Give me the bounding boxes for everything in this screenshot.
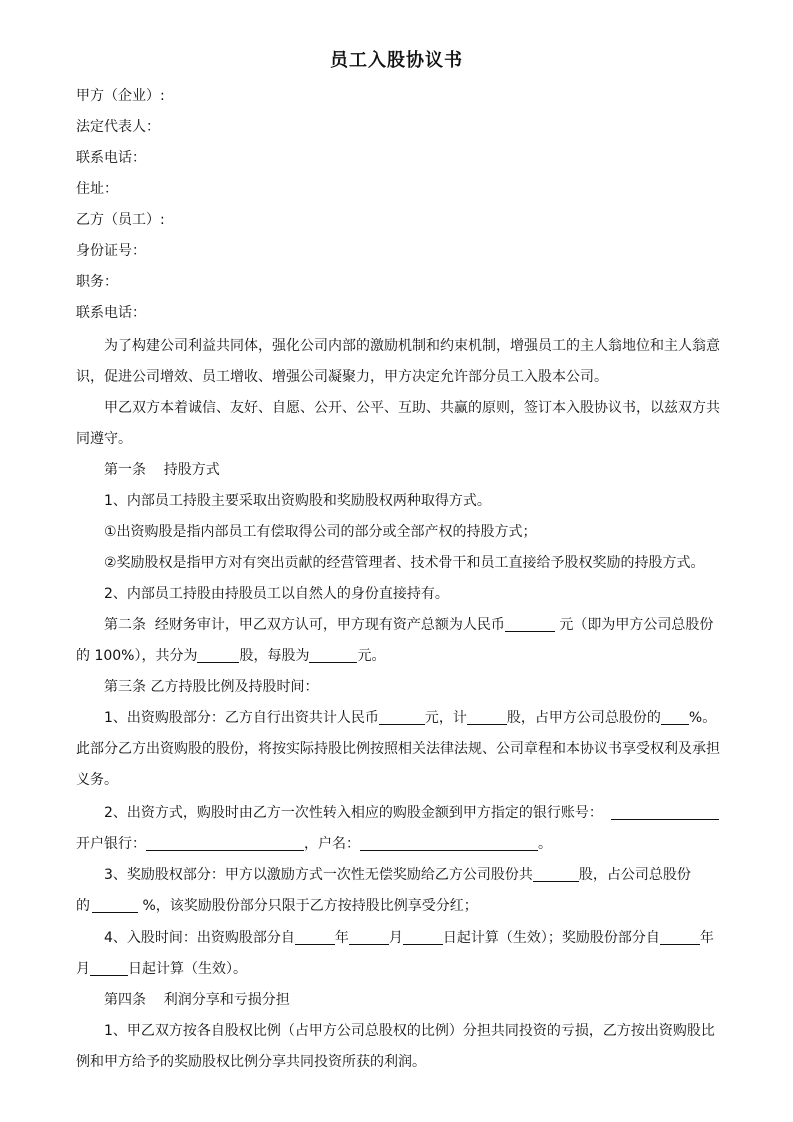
intro-paragraph-1-line-1: 为了构建公司利益共同体，强化公司内部的激励机制和约束机制，增强员工的主人翁地位和主人翁意 (104, 338, 720, 354)
purchase-percent-blank[interactable] (661, 708, 689, 725)
article-3-item-2-line-2 (76, 834, 552, 854)
article-3-item-1-text-a: 1、出资购股部分：乙方自行出资共计人民币 (104, 710, 379, 726)
article-3-item-2-line-1 (104, 803, 719, 823)
article-3-item-3-line-1 (104, 865, 691, 885)
reward-year-blank[interactable] (660, 928, 700, 945)
article-3-item-4-text-g: 日起计算（生效）。 (128, 961, 247, 977)
article-4-item-1-line-1: 1、甲乙双方按各自股权比例（占甲方公司总股权的比例）分担共同投资的亏损，乙方按出资购股比 (104, 1023, 715, 1039)
article-1-heading: 第一条 持股方式 (104, 462, 220, 478)
article-3-item-4-text-d: 日起计算（生效）；奖励股份部分自 (442, 930, 660, 946)
legal-representative-label: 法定代表人： (76, 119, 160, 135)
article-3-item-1-line-3: 义务。 (76, 772, 118, 788)
article-1-item-1b: ②奖励股权是指甲方对有突出贡献的经营管理者、技术骨干和员工直接给予股权奖励的持股方式。 (104, 555, 705, 571)
year-label-1: 年 (334, 930, 349, 946)
article-3-item-1-text-b: 元，计 (424, 710, 467, 726)
position-label: 职务： (76, 274, 118, 290)
article-3-item-1-line-2: 此部分乙方出资购股的股份，将按实际持股比例按照相关法律法规、公司章程和本协议书享受权利及承担 (76, 741, 720, 757)
article-1-item-1: 1、内部员工持股主要采取出资购股和奖励股权两种取得方式。 (104, 493, 491, 509)
account-holder-label: ，户名： (304, 836, 360, 852)
total-shares-blank[interactable] (197, 646, 239, 663)
intro-paragraph-2-line-1: 甲乙双方本着诚信、友好、自愿、公开、公平、互助、共赢的原则，签订本入股协议书，以兹双方共 (104, 400, 720, 416)
account-holder-blank[interactable] (360, 834, 538, 851)
intro-paragraph-2-line-2: 同遵守。 (76, 431, 132, 447)
article-3-item-1-text-d: %。 (688, 710, 717, 726)
intro-paragraph-1-line-2: 识，促进公司增效、员工增收、增强公司凝聚力，甲方决定允许部分员工入股本公司。 (76, 369, 608, 385)
price-per-share-blank[interactable] (309, 646, 357, 663)
month-label-2: 月 (76, 961, 90, 977)
purchase-shares-blank[interactable] (467, 708, 507, 725)
article-2-line-1 (104, 615, 713, 635)
party-a-company-label: 甲方（企业）: (76, 88, 165, 104)
article-3-item-3-text-b: 股，占公司总股份 (578, 867, 691, 883)
article-2-text-c: 的 100%），共分为 (76, 648, 198, 664)
id-number-label: 身份证号： (76, 243, 146, 259)
purchase-day-blank[interactable] (403, 928, 443, 945)
article-3-item-4-text-a: 4、入股时间：出资购股部分自 (104, 930, 295, 946)
article-2-text-d: 股，每股为 (239, 648, 310, 664)
article-2-line-2 (76, 646, 385, 666)
year-label-2: 年 (699, 930, 714, 946)
purchase-amount-blank[interactable] (379, 708, 425, 725)
article-1-item-2: 2、内部员工持股由持股员工以自然人的身份直接持有。 (104, 586, 449, 602)
purchase-month-blank[interactable] (349, 928, 389, 945)
article-3-item-1-text-c: 股，占甲方公司总股份的 (506, 710, 661, 726)
article-2-text-a: 第二条 经财务审计，甲乙双方认可，甲方现有资产总额为人民币 (104, 617, 505, 633)
article-4-heading: 第四条 利润分享和亏损分担 (104, 992, 290, 1008)
purchase-year-blank[interactable] (295, 928, 335, 945)
article-3-item-3-text-d: %，该奖励股份部分只限于乙方按持股比例享受分红； (138, 898, 478, 914)
article-2-text-e: 元。 (357, 648, 386, 664)
article-2-text-b: 元（即为甲方公司总股份 (554, 617, 714, 633)
article-3-item-2-text-a: 2、出资方式，购股时由乙方一次性转入相应的购股金额到甲方指定的银行账号： (104, 805, 603, 821)
article-3-heading: 第三条 乙方持股比例及持股时间： (104, 679, 319, 695)
article-4-item-1-line-2: 例和甲方给予的奖励股权比例分享共同投资所获的利润。 (76, 1054, 426, 1070)
article-1-item-1a: ①出资购股是指内部员工有偿取得公司的部分或全部产权的持股方式； (104, 524, 537, 540)
article-3-item-4-line-2 (76, 959, 247, 979)
party-a-address-label: 住址： (76, 181, 118, 197)
party-b-phone-label: 联系电话： (76, 305, 146, 321)
reward-percent-blank[interactable] (92, 896, 138, 913)
total-assets-blank[interactable] (505, 615, 555, 632)
article-3-item-3-text-a: 3、奖励股权部分：甲方以激励方式一次性无偿奖励给乙方公司股份共 (104, 867, 533, 883)
bank-account-blank[interactable] (611, 803, 719, 820)
month-label-1: 月 (388, 930, 403, 946)
bank-name-label: 开户银行： (76, 836, 146, 852)
party-b-employee-label: 乙方（员工）: (76, 212, 165, 228)
article-3-item-1-line-1 (104, 708, 716, 728)
document-title: 员工入股协议书 (330, 50, 463, 71)
reward-month-blank[interactable] (90, 959, 128, 976)
bank-name-blank[interactable] (146, 834, 304, 851)
article-3-item-4-line-1 (104, 928, 714, 948)
article-3-item-3-line-2 (76, 896, 478, 916)
article-3-item-3-text-c: 的 (76, 898, 90, 914)
reward-shares-blank[interactable] (533, 865, 579, 882)
party-a-phone-label: 联系电话： (76, 150, 146, 166)
article-3-item-2-end: 。 (538, 836, 552, 852)
